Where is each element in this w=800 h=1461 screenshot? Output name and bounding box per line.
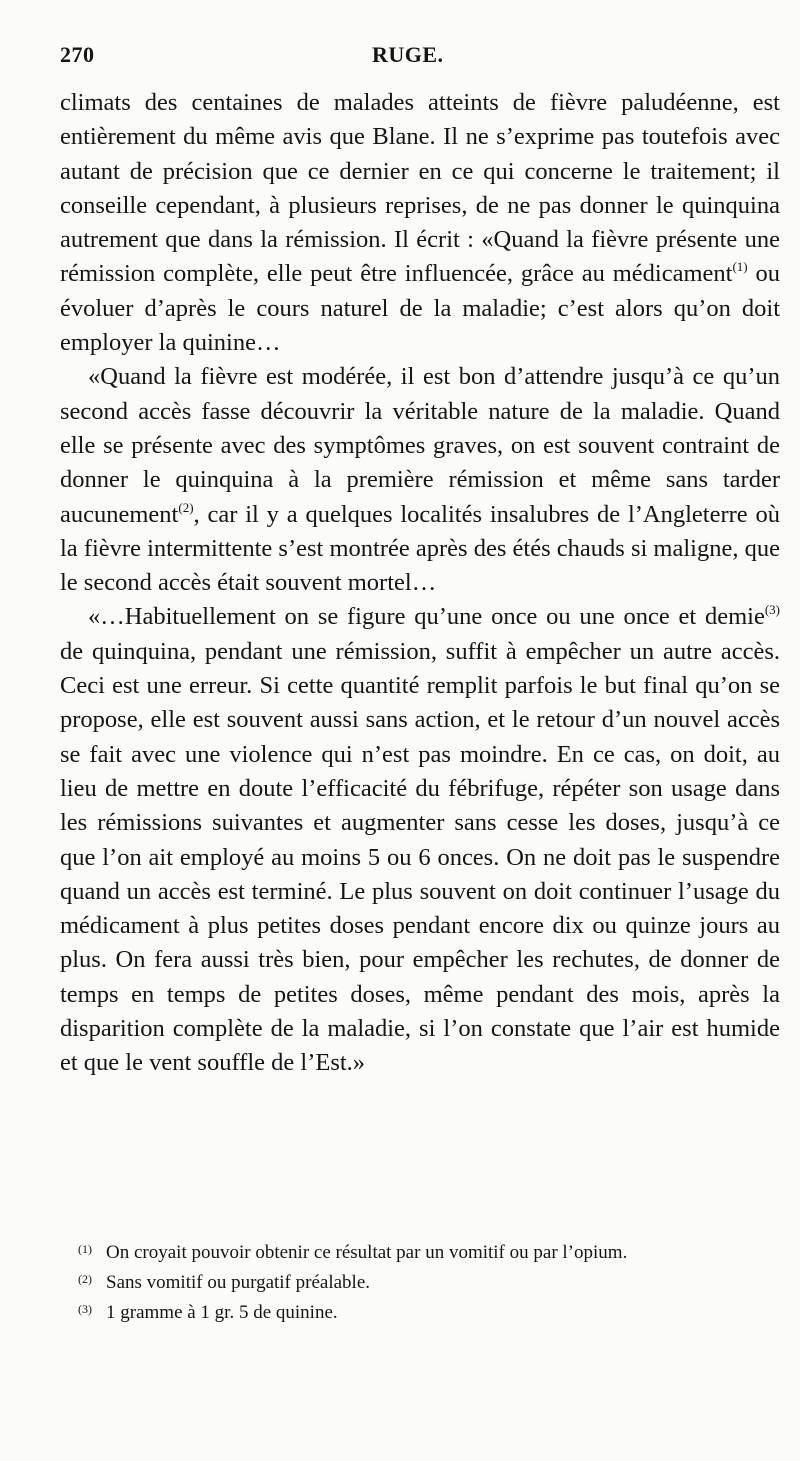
footnote-reference: (2) [178,499,194,515]
paragraph-text: ou évoluer d’après le cours naturel de la maladie; c’est alors qu’on doit employer la quinine… [60,260,780,357]
page-header [60,42,760,72]
footnote-mark: (3) [78,1302,92,1316]
footnote-mark: (1) [78,1242,92,1256]
running-head: RUGE. [372,42,444,67]
footnote-reference: (1) [732,259,748,275]
footnote [78,1298,778,1328]
footnote-text: 1 gramme à 1 gr. 5 de quinine. [106,1302,338,1323]
paragraph-text: , car il y a quelques localités insalubres de l’Angleterre où la fièvre intermittente s’est montrée après des étés chauds si maligne, que le second accès était souvent mortel… [60,500,780,597]
footnote-text: On croyait pouvoir obtenir ce résultat par un vomitif ou par l’opium. [106,1242,628,1263]
body-text [60,86,780,1081]
paragraph-text: «…Habituellement on se figure qu’une once ou une once et demie [88,603,765,631]
footnote [78,1238,778,1268]
footnote-text: Sans vomitif ou purgatif préalable. [106,1272,371,1293]
paragraph [60,360,780,600]
page-number: 270 [60,42,95,67]
footnote-mark: (2) [78,1272,92,1286]
paragraph-text: climats des centaines de malades atteints de fièvre paludéenne, est entièrement du même avis que Blane. Il ne s’exprime pas toutefois avec autant de précision que ce dernier en ce qui concerne le traitement; il conseille cependant, à plusieurs reprises, de ne pas donner le quinquina autrement que dans la rémission. Il écrit : «Quand la fièvre présente une rémission complète, elle peut être influencée, grâce au médicament [60,89,780,288]
paragraph-text: de quinquina, pendant une rémission, suffit à empêcher un autre accès. Ceci est une erreur. Si cette quantité remplit parfois le but final qu’on se propose, elle est souvent aussi sans action, et le retour d’un nouvel accès se fait avec une violence qui n’est pas moindre. En ce cas, on doit, au lieu de mettre en doute l’efficacité du fébrifuge, répéter son usage dans les rémissions suivantes et augmenter sans cesse les doses, jusqu’à ce que l’on ait employé au moins 5 ou 6 onces. On ne doit pas le suspendre quand un accès est terminé. Le plus souvent on doit continuer l’usage du médicament à plus petites doses pendant encore dix ou quinze jours au plus. On fera aussi très bien, pour empêcher les rechutes, de donner de temps en temps de petites doses, même pendant des mois, après la disparition complète de la maladie, si l’on constate que l’air est humide et que le vent souffle de l’Est.» [60,637,780,1077]
footnote-reference: (3) [764,602,780,618]
paragraph [60,86,780,360]
footnote [78,1268,778,1298]
footnotes [78,1238,778,1328]
paragraph [60,600,780,1080]
paragraph-text: «Quand la fièvre est modérée, il est bon d’attendre jusqu’à ce qu’un second accès fasse découvrir la véritable nature de la maladie. Quand elle se présente avec des symptômes graves, on est souvent contraint de donner le quinquina à la première rémission et même sans tarder aucunement [60,363,780,528]
